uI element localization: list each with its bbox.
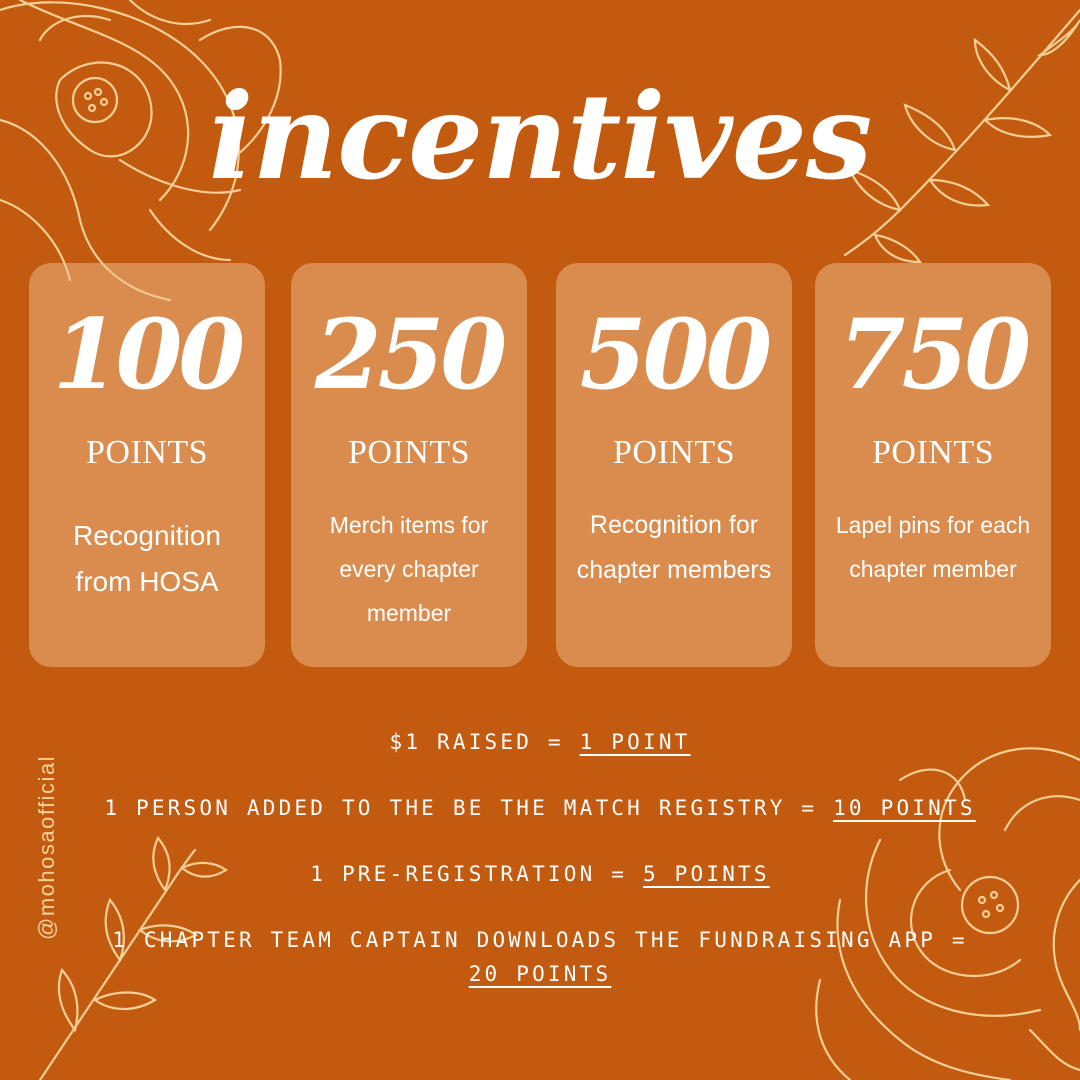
tier-reward: Lapel pins for each chapter member xyxy=(835,512,1031,582)
tier-points-value: 250 xyxy=(314,298,504,411)
tier-card-500 xyxy=(556,263,792,667)
tier-reward: Recognition from HOSA xyxy=(73,520,221,597)
rule-text: 1 PERSON ADDED TO THE BE THE MATCH REGISTRY = xyxy=(104,796,834,820)
tier-reward: Merch items for every chapter member xyxy=(329,512,489,626)
rule-text: 1 CHAPTER TEAM CAPTAIN DOWNLOADS THE FUNDRAISING APP = xyxy=(112,928,968,952)
tier-card-100 xyxy=(29,263,265,667)
rule-points: 20 POINTS xyxy=(468,962,612,986)
rule-item xyxy=(100,725,980,759)
tier-points-value: 500 xyxy=(579,298,769,411)
rule-item xyxy=(100,857,980,891)
rule-points: 10 POINTS xyxy=(833,796,976,820)
tier-points-unit: POINTS xyxy=(871,434,995,471)
rule-points: 5 POINTS xyxy=(642,862,770,886)
rule-text: $1 RAISED = xyxy=(389,730,580,754)
tier-points-value: 750 xyxy=(838,298,1028,411)
tier-points-unit: POINTS xyxy=(347,434,471,471)
rule-item xyxy=(100,923,980,991)
tier-reward: Recognition for chapter members xyxy=(576,511,772,584)
tier-card-250 xyxy=(291,263,527,667)
tier-points-value: 100 xyxy=(52,298,242,411)
social-handle: @mohosaofficial xyxy=(34,754,59,940)
tier-points-unit: POINTS xyxy=(612,434,736,471)
rule-item xyxy=(100,791,980,825)
rule-points: 1 POINT xyxy=(579,730,691,754)
points-rules xyxy=(100,725,980,1023)
tier-points-unit: POINTS xyxy=(85,434,209,471)
rule-text: 1 PRE-REGISTRATION = xyxy=(310,862,643,886)
tier-card-750 xyxy=(815,263,1051,667)
page-title: incentives xyxy=(208,67,872,206)
